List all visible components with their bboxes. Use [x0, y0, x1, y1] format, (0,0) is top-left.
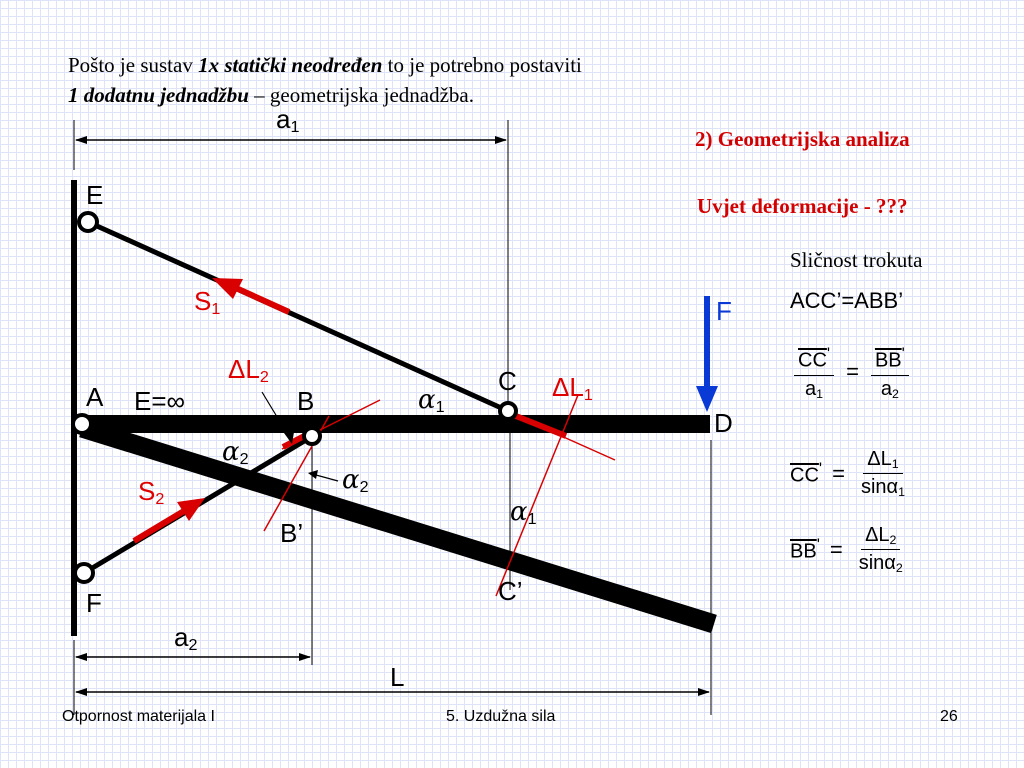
- hinge-b: [304, 428, 320, 444]
- label-point-f: F: [86, 588, 102, 618]
- label-alpha1-bottom: $\alpha_1$: [510, 497, 537, 529]
- label-alpha1-top: $\alpha_1$: [418, 385, 445, 417]
- intro-line-2: 1 dodatnu jednadžbu – geometrijska jednadžba.: [68, 83, 474, 107]
- footer-chapter: 5. Uzdužna sila: [446, 708, 556, 725]
- hinge-a: [73, 415, 91, 433]
- label-alpha2-right: $\alpha_2$: [342, 465, 369, 497]
- label-a2: $a_2$: [174, 622, 198, 655]
- label-delta-l1: $\Delta L_1$: [552, 372, 593, 405]
- label-delta-l2: $\Delta L_2$: [228, 354, 269, 387]
- hinge-e: [79, 213, 97, 231]
- alpha2-pointer: [316, 475, 338, 481]
- intro-emphasis-1: 1x statički neodređen: [198, 53, 383, 77]
- deformation-condition: Uvjet deformacije - ???: [697, 194, 908, 218]
- label-a1: $a_1$: [276, 104, 300, 137]
- deformed-beam: [82, 428, 714, 624]
- force-s2-arrow: [134, 511, 184, 541]
- formula-cc-prime: $\overline{CC}'$ = $\frac{\Delta L_1}{\sin\alpha_1}$: [790, 448, 905, 500]
- label-s1: $S_1$: [194, 286, 221, 319]
- label-force-f: F: [716, 296, 732, 326]
- label-alpha2-left: $\alpha_2$: [222, 437, 249, 469]
- label-point-b: B: [297, 386, 315, 416]
- label-point-a: A: [86, 382, 104, 412]
- label-length-l: L: [390, 662, 405, 692]
- rod-1: [88, 222, 508, 411]
- alpha2-pointer-head: [308, 470, 318, 479]
- footer-course: Otpornost materijala I: [62, 708, 215, 725]
- force-s1-arrow: [236, 288, 289, 312]
- intro-emphasis-2: 1 dodatnu jednadžbu: [68, 83, 249, 107]
- label-point-b-prime: B’: [280, 518, 304, 548]
- label-point-c: C: [498, 366, 517, 396]
- footer-page-number: 26: [940, 708, 958, 725]
- label-point-e: E: [86, 180, 104, 210]
- section-heading: 2) Geometrijska analiza: [695, 127, 910, 151]
- similarity-equation: ACC’=ABB’: [790, 288, 904, 313]
- label-s2: $S_2$: [138, 476, 165, 509]
- label-point-c-prime: C’: [498, 576, 523, 606]
- label-modulus: E=∞: [134, 386, 186, 416]
- hinge-f: [75, 564, 93, 582]
- hinge-c: [500, 403, 516, 419]
- similarity-title: Sličnost trokuta: [790, 248, 923, 272]
- intro-line-1: Pošto je sustav 1x statički neodređen to je potrebno postaviti: [68, 53, 582, 77]
- formula-similarity-ratio: $\frac{\overline{CC}'}{a_1}$ = $\frac{\overline{BB}'}{a_2}$: [790, 344, 913, 401]
- label-point-d: D: [714, 408, 733, 438]
- formula-bb-prime: $\overline{BB}'$ = $\frac{\Delta L_2}{\sin\alpha_2}$: [790, 524, 903, 576]
